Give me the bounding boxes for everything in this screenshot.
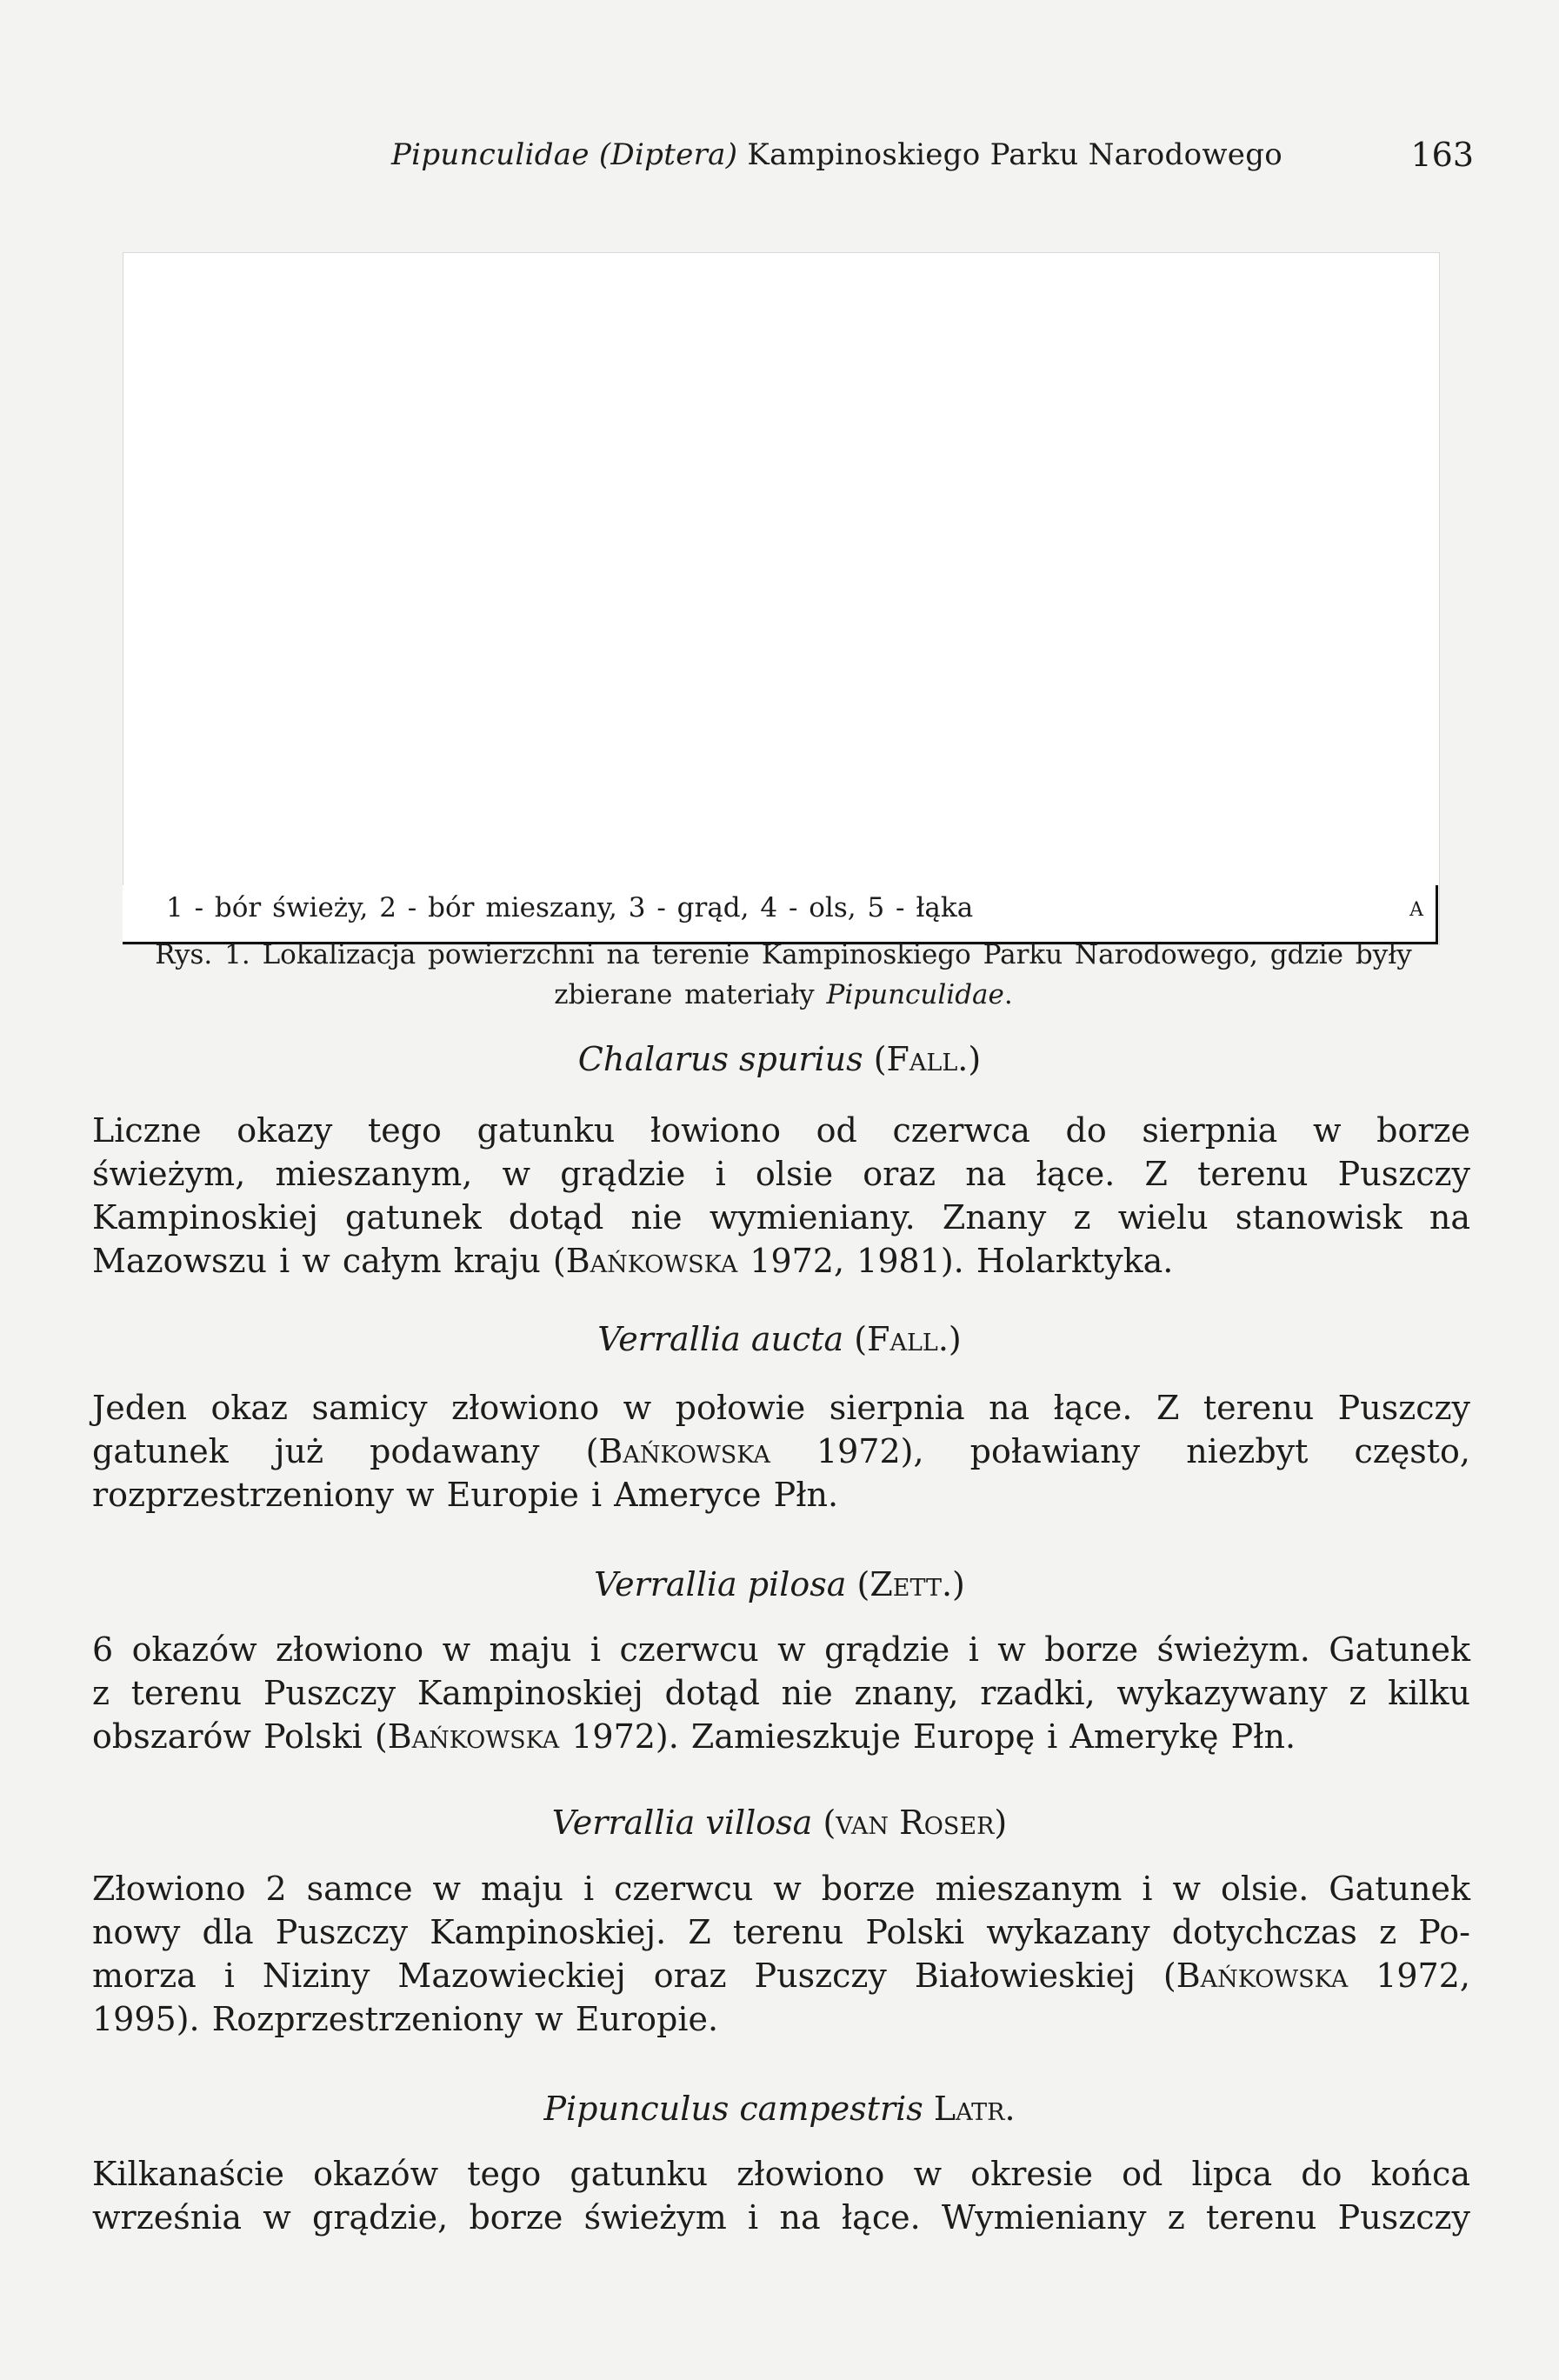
species-author: Latr. xyxy=(933,2090,1016,2128)
species-name: Pipunculus campestris xyxy=(543,2090,923,2128)
species-paragraph xyxy=(92,2152,1470,2239)
running-header xyxy=(0,137,1559,181)
paragraph-line: gatunek już podawany (Bańkowska 1972), poławiany niezbyt często, xyxy=(92,1432,1471,1470)
species-name: Verrallia aucta xyxy=(597,1320,844,1358)
species-paragraph xyxy=(92,1628,1470,1758)
figure-caption xyxy=(123,935,1444,1015)
species-heading xyxy=(0,1320,1559,1358)
figure-legend-text: 1 - bór świeży, 2 - bór mieszany, 3 - grąd, 4 - ols, 5 - łąka xyxy=(166,892,974,923)
paragraph-line: rozprzestrzeniony w Europie i Ameryce Płn. xyxy=(92,1476,839,1514)
paragraph-line: Mazowszu i w całym kraju (Bańkowska 1972, 1981). Holarktyka. xyxy=(92,1242,1174,1280)
species-paragraph xyxy=(92,1386,1470,1517)
caption-taxon: Pipunculidae xyxy=(826,979,1004,1010)
paragraph-line: Liczne okazy tego gatunku łowiono od czerwca do sierpnia w borze xyxy=(92,1111,1470,1150)
page-number: 163 xyxy=(1410,136,1474,174)
paragraph-line: 6 okazów złowiono w maju i czerwcu w grądzie i w borze świeżym. Gatunek xyxy=(92,1630,1470,1669)
paragraph-line: Kilkanaście okazów tego gatunku złowiono w okresie od lipca do końca xyxy=(92,2155,1470,2193)
running-title-rest: Kampinoskiego Parku Narodowego xyxy=(737,137,1283,172)
species-paragraph xyxy=(92,1109,1470,1283)
species-paragraph xyxy=(92,1867,1470,2041)
paragraph-line: 1995). Rozprzestrzeniony w Europie. xyxy=(92,2000,719,2038)
species-author: (Zett.) xyxy=(856,1565,965,1603)
running-title xyxy=(391,137,1283,172)
species-name: Verrallia pilosa xyxy=(594,1565,847,1603)
caption-text: zbierane materiały xyxy=(554,979,827,1010)
figure-panel-mark: A xyxy=(1409,899,1423,921)
species-heading xyxy=(0,1040,1559,1078)
species-name: Verrallia villosa xyxy=(551,1803,813,1842)
paragraph-line: z terenu Puszczy Kampinoskiej dotąd nie znany, rzadki, wykazywany z kilku xyxy=(92,1674,1470,1712)
caption-line-2 xyxy=(123,975,1444,1015)
paragraph-line: września w grądzie, borze świeżym i na łące. Wymieniany z terenu Puszczy xyxy=(92,2198,1470,2237)
species-heading xyxy=(0,1803,1559,1842)
running-title-italic: Pipunculidae (Diptera) xyxy=(391,137,738,172)
paragraph-line: obszarów Polski (Bańkowska 1972). Zamieszkuje Europę i Amerykę Płn. xyxy=(92,1717,1296,1756)
figure-map-placeholder xyxy=(123,252,1440,945)
paragraph-line: morza i Niziny Mazowieckiej oraz Puszczy Białowieskiej (Bańkowska 1972, xyxy=(92,1957,1470,1995)
paragraph-line: nowy dla Puszczy Kampinoskiej. Z terenu Polski wykazany dotychczas z Po- xyxy=(92,1913,1470,1951)
species-heading xyxy=(0,1565,1559,1603)
species-heading xyxy=(0,2090,1559,2128)
paragraph-line: Kampinoskiej gatunek dotąd nie wymieniany. Znany z wielu stanowisk na xyxy=(92,1198,1470,1237)
paragraph-line: świeżym, mieszanym, w grądzie i olsie oraz na łące. Z terenu Puszczy xyxy=(92,1155,1470,1193)
paragraph-line: Jeden okaz samicy złowiono w połowie sierpnia na łące. Z terenu Puszczy xyxy=(92,1389,1470,1427)
species-author: (Fall.) xyxy=(873,1040,982,1078)
caption-period: . xyxy=(1003,979,1013,1010)
caption-line-1: Rys. 1. Lokalizacja powierzchni na terenie Kampinoskiego Parku Narodowego, gdzie były xyxy=(155,939,1412,970)
species-name: Chalarus spurius xyxy=(577,1040,863,1078)
species-author: (van Roser) xyxy=(823,1803,1008,1842)
paragraph-line: Złowiono 2 samce w maju i czerwcu w borze mieszanym i w olsie. Gatunek xyxy=(92,1870,1470,1908)
species-author: (Fall.) xyxy=(854,1320,962,1358)
